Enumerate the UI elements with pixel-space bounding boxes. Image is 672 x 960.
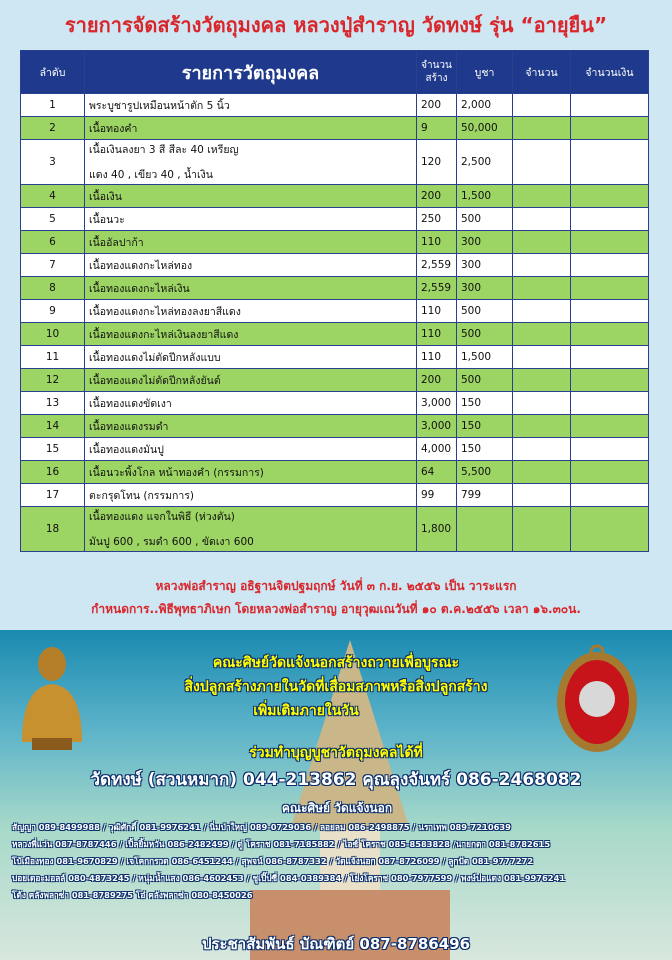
- row-amount: [513, 231, 571, 254]
- table-row: [21, 392, 649, 415]
- row-money: [571, 185, 649, 208]
- row-quantity: 99: [417, 484, 457, 507]
- row-quantity: 250: [417, 208, 457, 231]
- row-quantity: 110: [417, 300, 457, 323]
- banner-line-5: วัดทงษ์ (สวนหมาก) 044-213862 คุณลุงจันทร์ 086-2468082: [90, 770, 582, 790]
- row-price: 1,500: [457, 185, 513, 208]
- table-row: [21, 438, 649, 461]
- row-money: [571, 369, 649, 392]
- row-quantity: 2,559: [417, 254, 457, 277]
- row-quantity: 64: [417, 461, 457, 484]
- row-quantity: 4,000: [417, 438, 457, 461]
- footer-pr: ประชาสัมพันธ์ บัณฑิตย์ 087-8786496: [201, 935, 471, 953]
- header-money: จำนวนเงิน: [571, 51, 649, 94]
- row-money: [571, 231, 649, 254]
- row-amount: [513, 94, 571, 117]
- row-money: [571, 254, 649, 277]
- note-line-2: กำหนดการ..พิธีพุทธาภิเษก โดยหลวงพ่อสำราญ อายุวุฒเณวันที่ ๑๐ ต.ค.๒๕๕๖ เวลา ๑๖.๓๐น.: [91, 602, 581, 616]
- items-table: [20, 50, 649, 552]
- table-row: [21, 208, 649, 231]
- row-order: 12: [21, 369, 85, 392]
- row-order: 9: [21, 300, 85, 323]
- row-amount: [513, 117, 571, 140]
- row-item: [85, 185, 417, 208]
- header-quantity-created: จำนวนสร้าง: [417, 51, 457, 94]
- row-item-text: เนื้อทองแดงกะไหล่ทองลงยาสีแดง: [89, 305, 241, 318]
- note-line-1: หลวงพ่อสำราญ อธิฐานจิตปฐมฤกษ์ วันที่ ๓ ก.ย. ๒๕๕๖ เป็น วาระแรก: [155, 579, 517, 593]
- row-item-text: เนื้อทองแดงไม่ตัดปีกหลังแบบ: [89, 351, 221, 364]
- row-quantity: 3,000: [417, 392, 457, 415]
- contact-line: สัญญา 089-8499988 / วุฒิศักดิ์ 081-9976241 / นิ่มป่าใหญ่ 089-0729036 / ลอยลม 086-2498875 / นราเทพ 089-7210639: [12, 822, 511, 832]
- table-row: [21, 300, 649, 323]
- row-order: 6: [21, 231, 85, 254]
- contact-line: โบ้เมืองทอง 081-9670829 / เจโคกกรวด 086-6451244 / สุพจน์ 086-8787332 / วัดแจ้งนอก 087-8726099 / ลูกปัด 081-9777272: [12, 856, 534, 866]
- row-quantity: 200: [417, 94, 457, 117]
- row-price: 2,500: [457, 140, 513, 185]
- row-item-text: ตะกรุดโทน (กรรมการ): [89, 489, 194, 502]
- row-item-text: เนื้ออัลปาก้า: [89, 236, 144, 249]
- row-price: 300: [457, 231, 513, 254]
- table-row: [21, 484, 649, 507]
- row-amount: [513, 185, 571, 208]
- row-order: 11: [21, 346, 85, 369]
- row-item-text: เนื้อนวะ: [89, 213, 125, 226]
- contact-line: โต้ง คลังพลาซ่า 081-8789275 โอ๋ คลังพลาซ่า 080-8450026: [12, 890, 253, 900]
- banner-line-3: เพิ่มเติมภายในวัน: [253, 703, 359, 719]
- header-amount: จำนวน: [513, 51, 571, 94]
- banner-line-2: สิ่งปลูกสร้างภายในวัดที่เสื่อมสภาพหรือสิ่งปลูกสร้าง: [184, 679, 488, 695]
- row-order: 7: [21, 254, 85, 277]
- row-price: 150: [457, 415, 513, 438]
- row-quantity: 3,000: [417, 415, 457, 438]
- row-item-text: เนื้อทองแดงกะไหล่ทอง: [89, 259, 193, 272]
- header-price: บูชา: [457, 51, 513, 94]
- row-amount: [513, 461, 571, 484]
- row-item: [85, 461, 417, 484]
- row-quantity: 2,559: [417, 277, 457, 300]
- row-item-text: เนื้อทองแดง แจกในพิธี (ห่วงตัน): [89, 511, 235, 523]
- table-row: [21, 94, 649, 117]
- row-item: [85, 254, 417, 277]
- table-row: [21, 507, 649, 552]
- row-item: [85, 369, 417, 392]
- row-item: [85, 208, 417, 231]
- row-item-text: เนื้อนวะพิ้งโกล หน้าทองคำ (กรรมการ): [89, 466, 264, 479]
- row-money: [571, 438, 649, 461]
- table-row: [21, 369, 649, 392]
- table-row: [21, 254, 649, 277]
- row-amount: [513, 415, 571, 438]
- banner-line-6: คณะศิษย์ วัดแจ้งนอก: [281, 801, 393, 815]
- row-item-text-2: มันปู 600 , รมดำ 600 , ขัดเงา 600: [89, 536, 254, 548]
- row-money: [571, 415, 649, 438]
- row-order: 3: [21, 140, 85, 185]
- row-money: [571, 507, 649, 552]
- row-price: 799: [457, 484, 513, 507]
- page-title: รายการจัดสร้างวัตถุมงคล หลวงปู่สำราญ วัดทงษ์ รุ่น “อายุยืน”: [64, 13, 608, 37]
- row-item-text: เนื้อทองแดงกะไหล่เงิน: [89, 282, 190, 295]
- row-item-text: พระบูชารูปเหมือนหน้าตัก 5 นิ้ว: [89, 99, 230, 112]
- row-item: [85, 438, 417, 461]
- row-price: 1,500: [457, 346, 513, 369]
- row-amount: [513, 323, 571, 346]
- row-amount: [513, 369, 571, 392]
- row-money: [571, 208, 649, 231]
- row-order: 2: [21, 117, 85, 140]
- row-price: [457, 507, 513, 552]
- row-money: [571, 277, 649, 300]
- row-price: 500: [457, 300, 513, 323]
- row-amount: [513, 507, 571, 552]
- row-money: [571, 392, 649, 415]
- row-money: [571, 140, 649, 185]
- banner-line-1: คณะศิษย์วัดแจ้งนอกสร้างถวายเพื่อบูรณะ: [212, 655, 460, 671]
- row-item: [85, 346, 417, 369]
- row-money: [571, 94, 649, 117]
- row-item-text: เนื้อเงินลงยา 3 สี สีละ 40 เหรียญ: [89, 144, 239, 156]
- banner-line-4: ร่วมทำบุญบูชาวัตถุมงคลได้ที่: [249, 745, 423, 761]
- row-amount: [513, 277, 571, 300]
- row-money: [571, 346, 649, 369]
- row-money: [571, 484, 649, 507]
- table-row: [21, 277, 649, 300]
- row-item: [85, 140, 417, 185]
- row-order: 17: [21, 484, 85, 507]
- contacts-list: [12, 800, 662, 904]
- row-quantity: 200: [417, 185, 457, 208]
- row-amount: [513, 438, 571, 461]
- row-amount: [513, 254, 571, 277]
- table-row: [21, 117, 649, 140]
- row-item: [85, 392, 417, 415]
- row-item-text: เนื้อทองแดงขัดเงา: [89, 397, 172, 410]
- row-order: 4: [21, 185, 85, 208]
- row-amount: [513, 208, 571, 231]
- row-quantity: 9: [417, 117, 457, 140]
- row-order: 15: [21, 438, 85, 461]
- row-money: [571, 300, 649, 323]
- row-amount: [513, 300, 571, 323]
- table-row: [21, 323, 649, 346]
- row-item-text: เนื้อทองแดงไม่ตัดปีกหลังยันต์: [89, 374, 221, 387]
- header-order: ลำดับ: [21, 51, 85, 94]
- row-item-text: เนื้อทองแดงมันปู: [89, 443, 164, 456]
- row-price: 300: [457, 277, 513, 300]
- contact-line: หลวงพี่แว่น 087-8787446 / เปิ้ลยิ้มหวัน 086-2482499 / ตู่ โคราช 081-7185882 / ไอซ์ โคราช 085-8583828 /นายกตา 081-8782615: [12, 839, 551, 849]
- row-item: [85, 415, 417, 438]
- row-item-text: เนื้อทองคำ: [89, 122, 138, 135]
- row-order: 14: [21, 415, 85, 438]
- row-item: [85, 507, 417, 552]
- row-item: [85, 231, 417, 254]
- row-order: 16: [21, 461, 85, 484]
- row-quantity: 110: [417, 231, 457, 254]
- table-row: [21, 185, 649, 208]
- row-order: 1: [21, 94, 85, 117]
- table-row: [21, 346, 649, 369]
- row-item: [85, 323, 417, 346]
- row-money: [571, 461, 649, 484]
- table-row: [21, 461, 649, 484]
- row-quantity: 110: [417, 323, 457, 346]
- row-price: 5,500: [457, 461, 513, 484]
- row-price: 50,000: [457, 117, 513, 140]
- row-price: 500: [457, 369, 513, 392]
- row-price: 300: [457, 254, 513, 277]
- table-row: [21, 140, 649, 185]
- row-price: 2,000: [457, 94, 513, 117]
- row-item-text-2: แดง 40 , เขียว 40 , น้ำเงิน: [89, 169, 213, 181]
- row-quantity: 110: [417, 346, 457, 369]
- row-order: 5: [21, 208, 85, 231]
- row-amount: [513, 140, 571, 185]
- row-price: 150: [457, 438, 513, 461]
- row-item: [85, 94, 417, 117]
- row-order: 18: [21, 507, 85, 552]
- row-item-text: เนื้อทองแดงกะไหล่เงินลงยาสีแดง: [89, 328, 239, 341]
- row-amount: [513, 346, 571, 369]
- row-quantity: 1,800: [417, 507, 457, 552]
- row-amount: [513, 484, 571, 507]
- row-order: 8: [21, 277, 85, 300]
- header-item: รายการวัตถุมงคล: [85, 51, 417, 94]
- row-item: [85, 117, 417, 140]
- row-item: [85, 300, 417, 323]
- row-money: [571, 117, 649, 140]
- table-row: [21, 415, 649, 438]
- row-item: [85, 277, 417, 300]
- row-money: [571, 323, 649, 346]
- row-quantity: 200: [417, 369, 457, 392]
- row-price: 500: [457, 323, 513, 346]
- row-quantity: 120: [417, 140, 457, 185]
- row-price: 150: [457, 392, 513, 415]
- contact-line: บอยเดอะมอลล์ 080-4873245 / หนุ่มน้ำแสง 086-4602453 / ชูเปิ๊ปซี่ 084-0389384 / โย่งโคราช 080-7977599 / พงษ์ปอแดง 081-9976241: [12, 873, 566, 883]
- row-price: 500: [457, 208, 513, 231]
- row-order: 10: [21, 323, 85, 346]
- row-order: 13: [21, 392, 85, 415]
- row-item-text: เนื้อเงิน: [89, 190, 122, 203]
- row-amount: [513, 392, 571, 415]
- row-item-text: เนื้อทองแดงรมดำ: [89, 420, 169, 433]
- table-row: [21, 231, 649, 254]
- row-item: [85, 484, 417, 507]
